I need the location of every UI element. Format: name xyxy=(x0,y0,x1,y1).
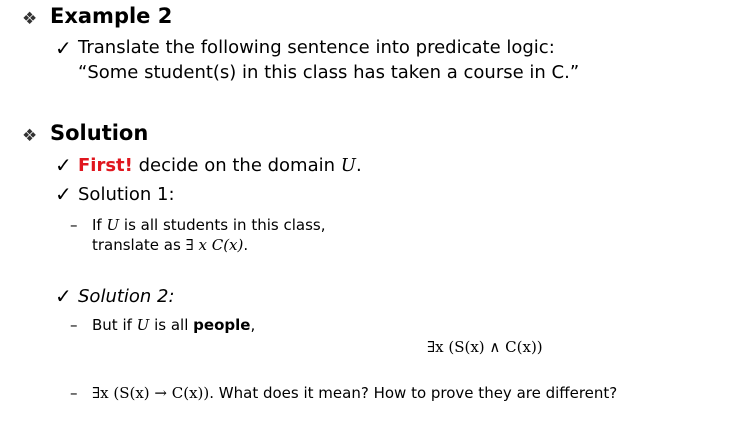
domain-var: U xyxy=(340,155,356,176)
s2-post: , xyxy=(250,316,256,334)
s1-post: is all students in this class, xyxy=(119,216,326,234)
example-sentence: “Some student(s) in this class has taken a course in C.” xyxy=(78,62,580,83)
s1-formula: ∃ x C(x) xyxy=(185,236,244,254)
check-icon: ✓ xyxy=(55,36,72,60)
example-instruction: Translate the following sentence into predicate logic: xyxy=(78,37,555,58)
s2-bold: people xyxy=(193,316,251,334)
check-icon: ✓ xyxy=(55,182,72,206)
check-icon: ✓ xyxy=(55,284,72,308)
dash-bullet: – xyxy=(70,216,78,234)
s2-mid: is all xyxy=(149,316,194,334)
s2-var: U xyxy=(136,316,150,334)
solution2-label: Solution 2: xyxy=(78,286,175,307)
s1-line1 xyxy=(92,216,325,234)
first-line xyxy=(78,155,362,176)
solution-title: Solution xyxy=(50,121,149,145)
s2-line1 xyxy=(92,316,255,334)
dash-bullet: – xyxy=(70,316,78,334)
s2-pre: But if xyxy=(92,316,137,334)
s1-line2-pre: translate as xyxy=(92,236,186,254)
s1-line2-post: . xyxy=(243,236,249,254)
first-highlight: First! xyxy=(78,155,133,176)
diamond-bullet-icon: ❖ xyxy=(22,9,38,29)
example-title: Example 2 xyxy=(50,4,173,28)
s2-formula: ∃x (S(x) ∧ C(x)) xyxy=(427,338,543,356)
check-icon: ✓ xyxy=(55,153,72,177)
domain-end: . xyxy=(355,155,362,176)
s2-line3-formula: ∃x (S(x) → C(x)) xyxy=(92,384,210,402)
first-rest: decide on the domain xyxy=(132,155,341,176)
dash-bullet: – xyxy=(70,384,78,402)
s1-var: U xyxy=(106,216,120,234)
solution1-label: Solution 1: xyxy=(78,184,175,205)
s2-line3-text: . What does it mean? How to prove they are different? xyxy=(209,384,618,402)
diamond-bullet-icon: ❖ xyxy=(22,126,38,146)
s2-line3 xyxy=(92,384,617,402)
s1-pre: If xyxy=(92,216,107,234)
s1-line2 xyxy=(92,236,248,254)
